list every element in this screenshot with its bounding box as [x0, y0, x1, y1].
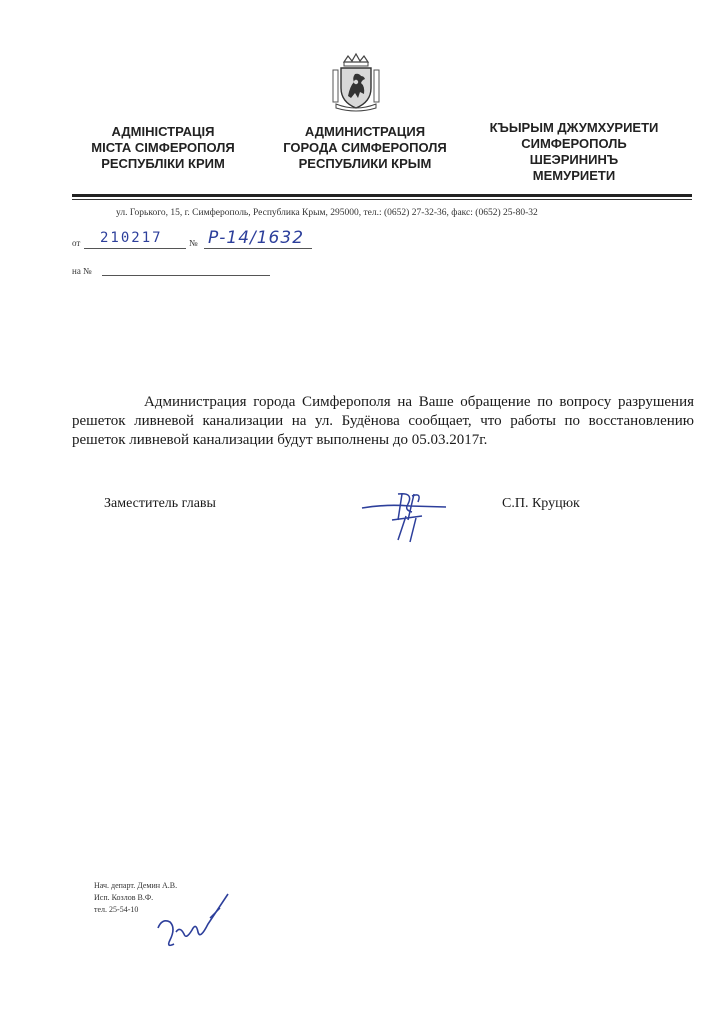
date-underline	[84, 248, 186, 249]
reply-label: на №	[72, 266, 92, 276]
executor-signature-icon	[150, 888, 240, 958]
reply-underline	[102, 275, 270, 276]
number-label: №	[189, 238, 198, 248]
footer-line-head: Нач. департ. Демин А.В.	[94, 881, 178, 890]
signer-position: Заместитель главы	[104, 496, 216, 511]
header-divider	[72, 194, 692, 197]
footer-line-phone: тел. 25-54-10	[94, 905, 139, 914]
from-label: от	[72, 238, 81, 248]
crimea-emblem-icon	[330, 52, 382, 112]
number-underline	[204, 248, 312, 249]
letter-body	[72, 393, 694, 450]
signer-name: С.П. Круцюк	[502, 496, 580, 511]
header-divider-thin	[72, 199, 692, 200]
header-russian: АДМИНИСТРАЦИЯ ГОРОДА СИМФЕРОПОЛЯ РЕСПУБЛИКИ КРЫМ	[283, 124, 447, 171]
header-crimean-tatar: КЪЫРЫМ ДЖУМХУРИЕТИ СИМФЕРОПОЛЬ ШЕЭРИНИНЪ МЕМУРИЕТИ	[489, 120, 659, 183]
header-ukrainian: АДМІНІСТРАЦІЯ МІСТА СІМФЕРОПОЛЯ РЕСПУБЛІКИ КРИМ	[91, 124, 235, 171]
number-handwritten: Р-14/1632	[208, 228, 305, 248]
address-line: ул. Горького, 15, г. Симферополь, Республика Крым, 295000, тел.: (0652) 27-32-36, факс: (0652) 25-80-32	[116, 208, 538, 218]
letter-paragraph: Администрация города Симферополя на Ваше обращение по вопросу разрушения решеток ливневой канализации на ул. Будёнова сообщает, что работы по восстановлению решеток ливневой канализации будут выполнены до 05.03.2017г.	[72, 394, 694, 448]
footer-line-executor: Исп. Козлов В.Ф.	[94, 893, 154, 902]
signature-handwritten-icon	[356, 486, 456, 546]
date-handwritten: 210217	[100, 230, 163, 246]
